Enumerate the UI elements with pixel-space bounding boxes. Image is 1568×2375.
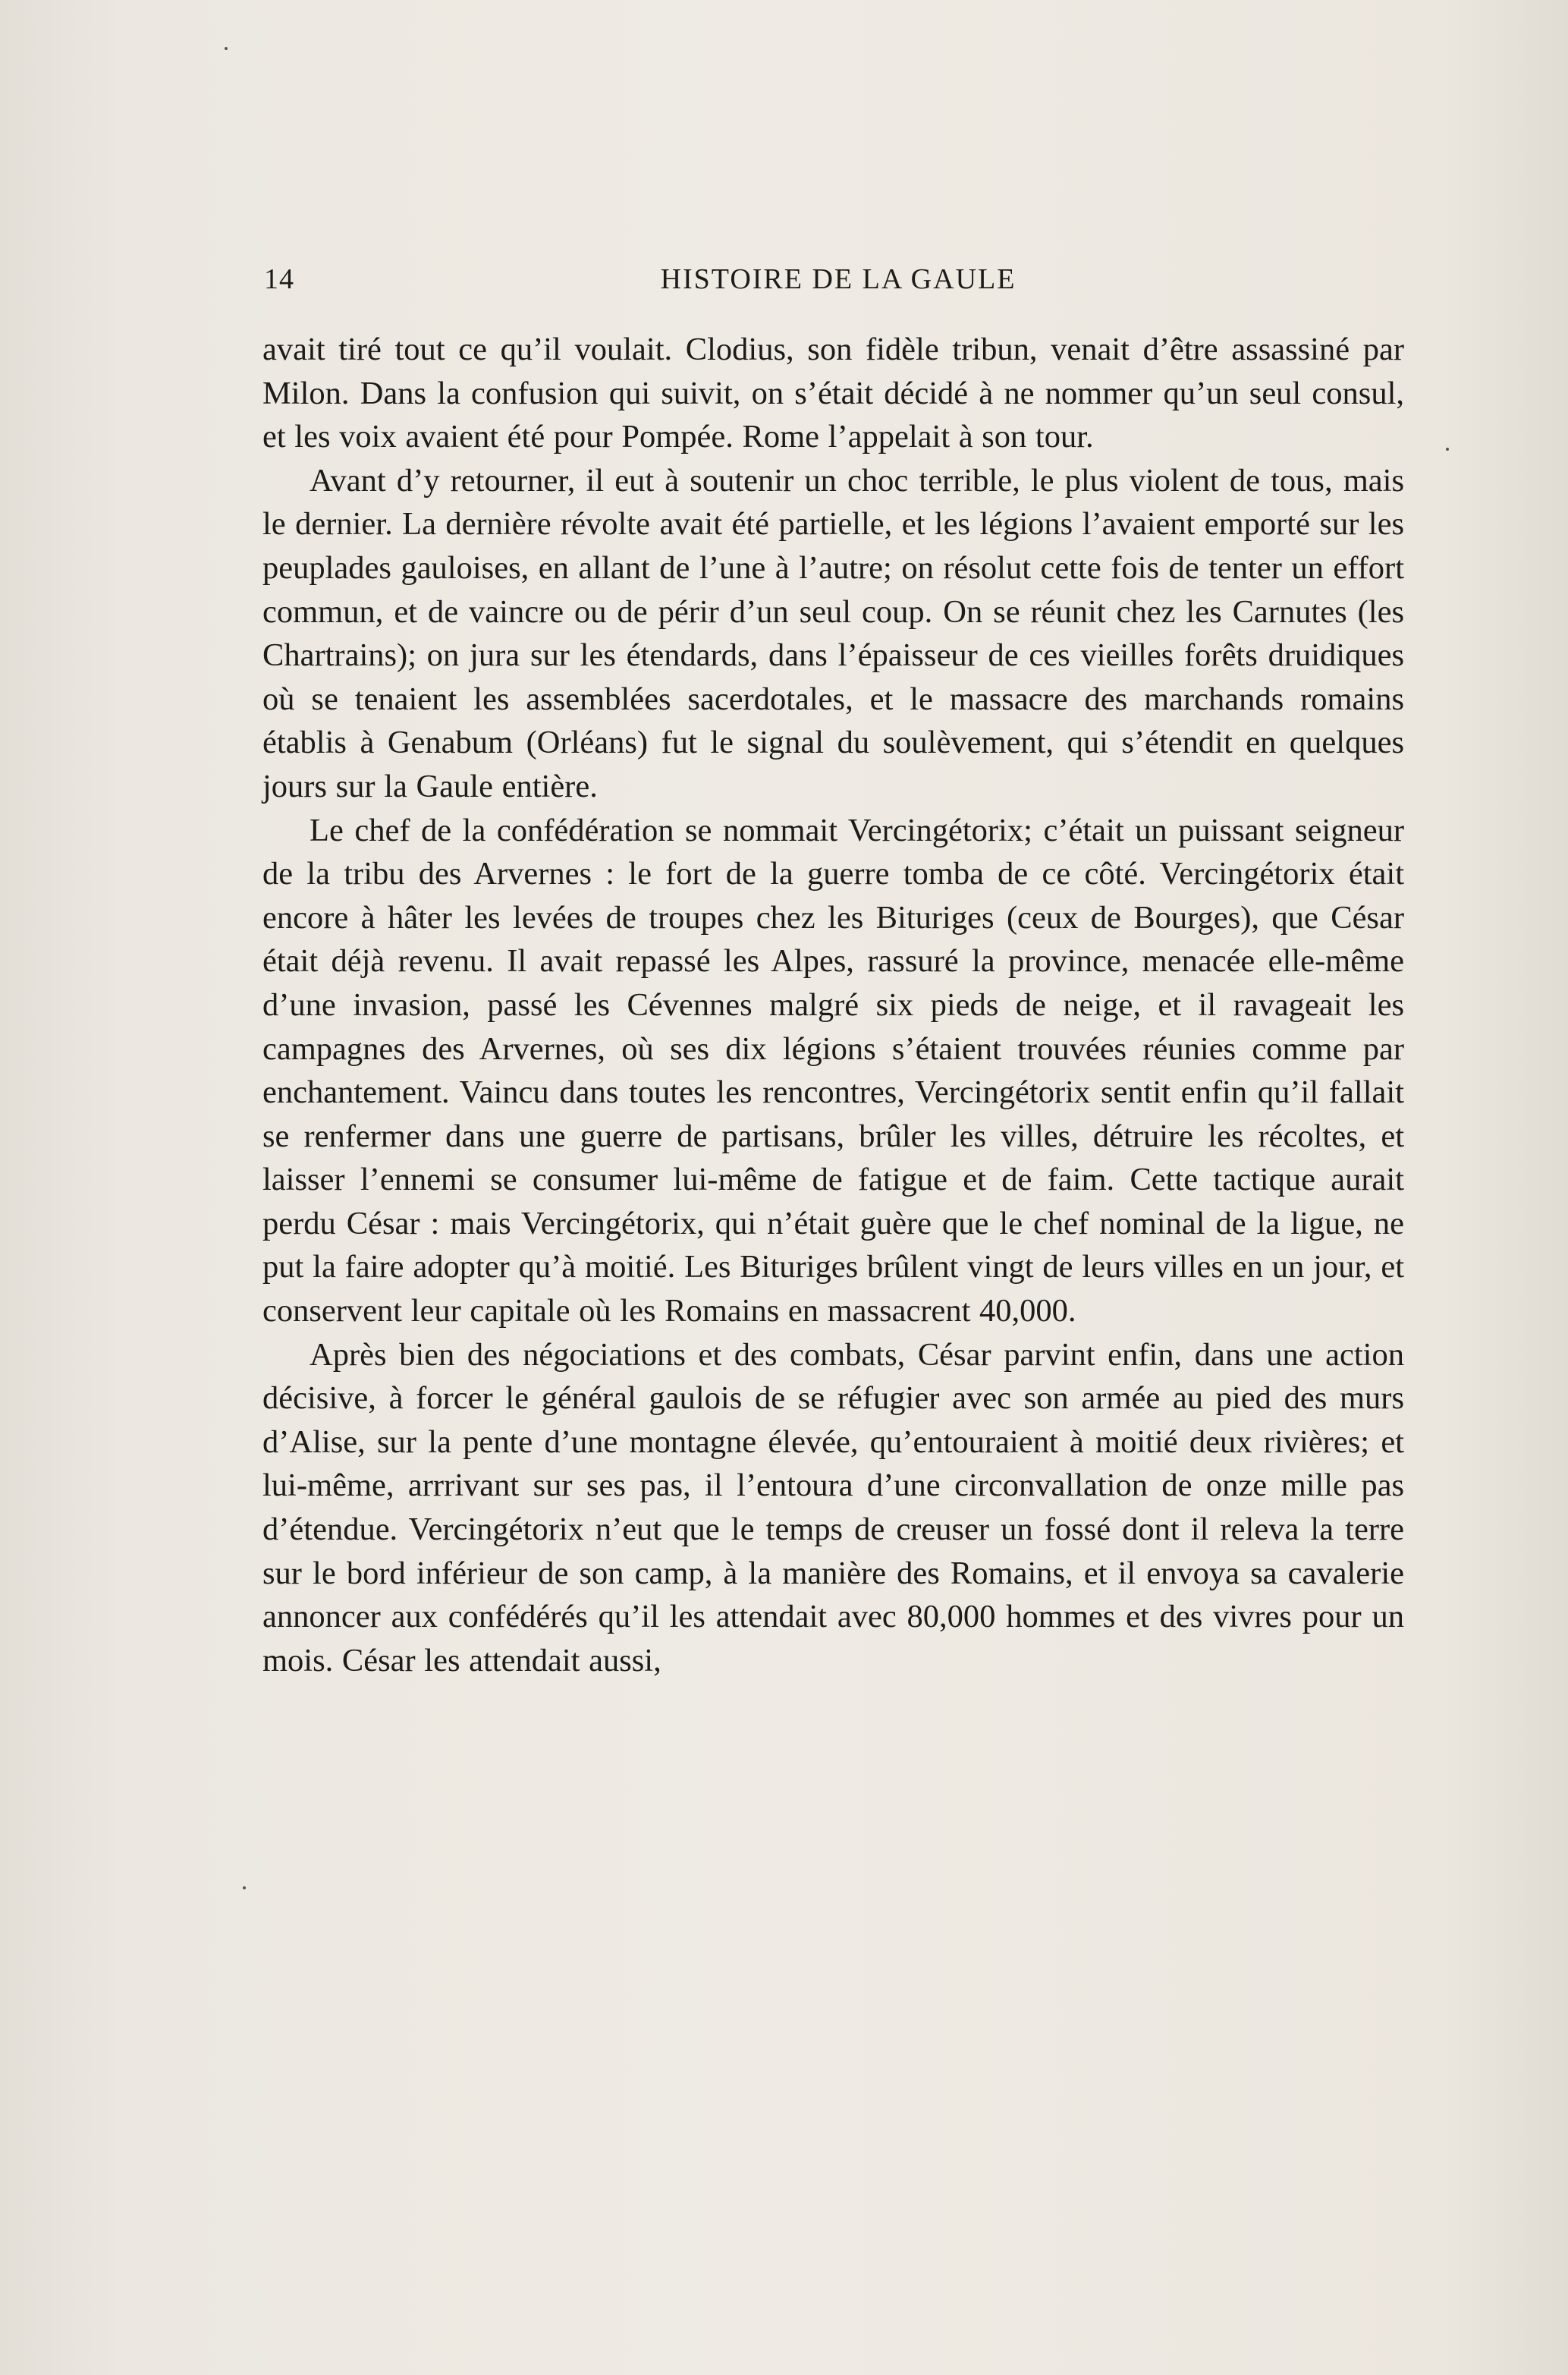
paper-speck: [225, 47, 228, 50]
paragraph-3: Le chef de la confédération se nommait Vercingétorix; c’était un puissant seigneur de la tribu des Arvernes : le fort de la guerre tomba de ce côté. Vercingétorix était encore à hâter les levées de troupes chez les Bituriges (ceux de Bourges), que César était déjà revenu. Il avait repassé les Alpes, rassuré la province, menacée elle-même d’une invasion, passé les Cévennes malgré six pieds de neige, et il ravageait les campagnes des Arvernes, où ses dix légions s’étaient trouvées réunies comme par enchantement. Vaincu dans toutes les rencontres, Vercingétorix sentit enfin qu’il fallait se renfermer dans une guerre de partisans, brûler les villes, détruire les récoltes, et laisser l’ennemi se consumer lui-même de fatigue et de faim. Cette tactique aurait perdu César : mais Vercingétorix, qui n’était guère que le chef nominal de la ligue, ne put la faire adopter qu’à moitié. Les Bituriges brûlent vingt de leurs villes en un jour, et conservent leur capitale où les Romains en massacrent 40,000.: [262, 812, 1404, 1329]
paragraph-4: Après bien des négociations et des combats, César parvint enfin, dans une action décisive, à forcer le général gaulois de se réfugier avec son armée au pied des murs d’Alise, sur la pente d’une montagne élevée, qu’entouraient à moitié deux rivières; et lui-même, arrrivant sur ses pas, il l’entoura d’une circonvallation de onze mille pas d’étendue. Vercingétorix n’eut que le temps de creuser un fossé dont il releva la terre sur le bord inférieur de son camp, à la manière des Romains, et il envoya sa cavalerie annoncer aux confédérés qu’il les attendait avec 80,000 hommes et des vivres pour un mois. César les attendait aussi,: [262, 1336, 1404, 1678]
page-number: 14: [264, 263, 294, 295]
paper-speck: [243, 1886, 246, 1889]
paper-speck: [1446, 448, 1449, 451]
body-text: [262, 328, 1404, 1682]
running-title: HISTOIRE DE LA GAULE: [660, 263, 1017, 295]
page-header: [258, 258, 1419, 304]
paragraph-1: avait tiré tout ce qu’il voulait. Clodius, son fidèle tribun, venait d’être assassiné par Milon. Dans la confusion qui suivit, on s’était décidé à ne nommer qu’un seul consul, et les voix avaient été pour Pompée. Rome l’appelait à son tour.: [262, 332, 1404, 455]
paragraph-2: Avant d’y retourner, il eut à soutenir un choc terrible, le plus violent de tous, mais le dernier. La dernière révolte avait été partielle, et les légions l’avaient emporté sur les peuplades gauloises, en allant de l’une à l’autre; on résolut cette fois de tenter un effort commun, et de vaincre ou de périr d’un seul coup. On se réunit chez les Carnutes (les Chartrains); on jura sur les étendards, dans l’épaisseur de ces vieilles forêts druidiques où se tenaient les assemblées sacerdotales, et le massacre des marchands romains établis à Genabum (Orléans) fut le signal du soulèvement, qui s’étendit en quelques jours sur la Gaule entière.: [262, 462, 1404, 804]
